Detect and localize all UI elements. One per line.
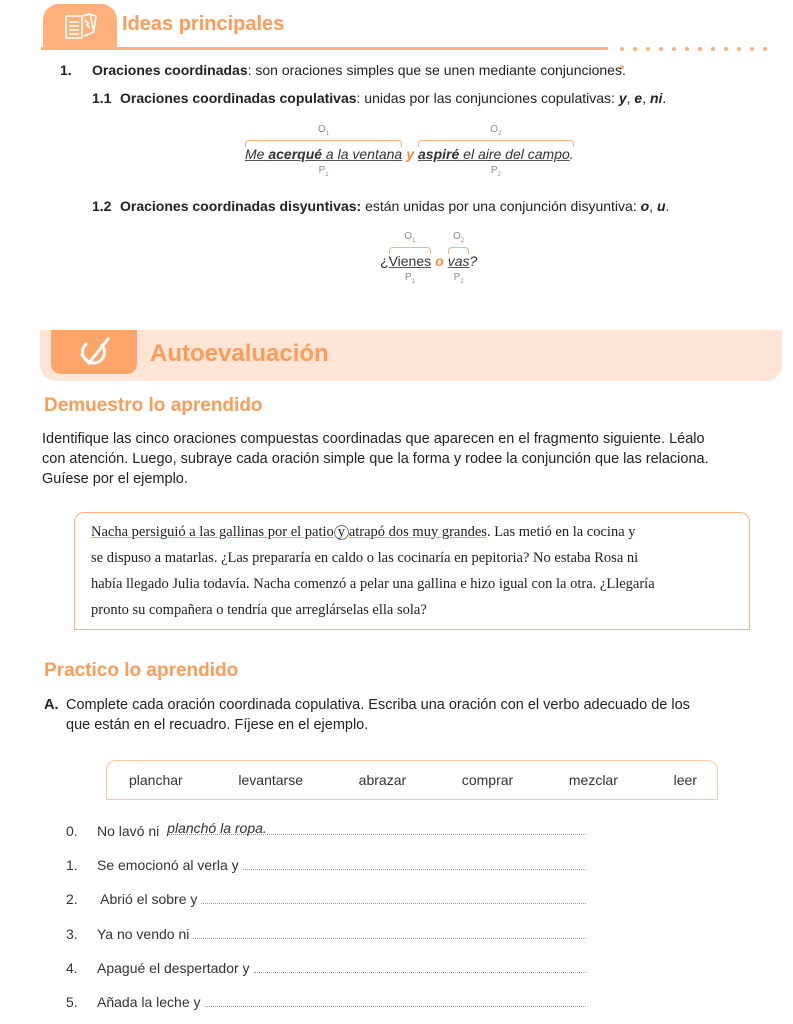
- label-p2: $P_2$: [453, 272, 464, 285]
- answer-line[interactable]: [193, 927, 586, 939]
- exercise-row-5: 5. Añada la leche y: [66, 994, 586, 1010]
- example-clause-2: atrapó dos muy grandes: [348, 524, 487, 540]
- check-circle-icon: [72, 335, 116, 371]
- ideas-divider: [41, 47, 608, 50]
- label-p2: $P_2$: [490, 165, 501, 178]
- clause-2-brace: [418, 140, 574, 147]
- clause-1-text: Vienes: [388, 253, 432, 269]
- fragment-line-2: se dispuso a matarlas. ¿Las prepararía en caldo o las cocinaría en pepitoria? No estaba Rosa ni: [91, 550, 639, 566]
- clause-1-brace: [245, 140, 402, 147]
- documents-icon: [60, 10, 104, 42]
- section-1-2-number: 1.2: [92, 198, 112, 214]
- label-p1: $P_1$: [318, 165, 329, 178]
- exercise-prompt: Ya no vendo ni: [97, 926, 190, 942]
- section-1-1: [92, 90, 666, 106]
- fragment-line-1: Nacha persiguió a las gallinas por el patio y atrapó dos muy grandes. Las metió en la cocina y: [91, 524, 636, 540]
- label-o1: $O_1$: [318, 124, 330, 137]
- exercise-prompt: Apagué el despertador y: [97, 960, 250, 976]
- exercise-row-2: 2. Abrió el sobre y: [66, 891, 586, 907]
- clause-1-verb: acerqué: [268, 146, 323, 162]
- clause-2-verb: aspiré: [418, 146, 460, 162]
- example-clause-1: Nacha persiguió a las gallinas por el patio: [91, 524, 334, 540]
- answer-line[interactable]: [243, 858, 586, 870]
- period: .: [662, 90, 667, 106]
- label-p1: $P_1$: [404, 272, 415, 285]
- fragment-line-3: había llegado Julia todavía. Nacha comenzó a pelar una gallina e hizo igual con la otra. ¿Llegaría: [91, 576, 655, 592]
- separator: ,: [626, 90, 635, 106]
- verb-option: mezclar: [568, 772, 618, 788]
- exercise-row-3: 3. Ya no vendo ni: [66, 926, 586, 942]
- circled-conjunction: y: [334, 525, 349, 540]
- verb-option: levantarse: [238, 772, 303, 788]
- exercise-prompt: Se emocionó al verla y: [97, 857, 239, 873]
- conjunction-o: o: [640, 198, 650, 214]
- exercise-prompt: No lavó ni: [97, 823, 164, 839]
- exercise-row-1: 1. Se emocionó al verla y: [66, 857, 586, 873]
- clause-2-text: vas: [447, 253, 470, 269]
- conjunction-y: y: [618, 90, 627, 106]
- conjunction-u: u: [656, 198, 666, 214]
- label-o2: $O_2$: [490, 124, 502, 137]
- section-1-2-term: Oraciones coordinadas disyuntivas:: [120, 198, 362, 214]
- verb-option: abrazar: [358, 772, 407, 788]
- section-1-1-term: Oraciones coordinadas copulativas: [120, 90, 357, 106]
- example-answer: planchó la ropa.: [167, 820, 267, 836]
- section-1-2: [92, 198, 669, 214]
- clause-1: [388, 231, 432, 285]
- label-o1: $O_1$: [404, 231, 416, 244]
- clause-1: [245, 124, 403, 178]
- verb-option: comprar: [461, 772, 514, 788]
- clause-1-subject: Me: [245, 146, 269, 162]
- autoevaluacion-title: Autoevaluación: [150, 340, 329, 367]
- practico-instruction-a: A. Complete cada oración coordinada copulativa. Escriba una oración con el verbo adecuado de los que están en el recuadro. Fíjese en el ejemplo.: [44, 697, 690, 733]
- conjunction: y: [406, 146, 415, 162]
- verb-option: leer: [673, 772, 697, 788]
- disjunctive-example: [380, 231, 478, 285]
- section-1-2-text: están unidas por una conjunción disyuntiva:: [361, 198, 641, 214]
- fragment-line-4: pronto su compañera o tendría que arreglárselas ella sola?: [91, 602, 427, 618]
- demuestro-title: Demuestro lo aprendido: [44, 395, 263, 416]
- clause-2: $O_2$ aspiré el aire del campo. $P_2$: [418, 124, 574, 178]
- copulative-example: [245, 124, 574, 178]
- conjunction-e: e: [634, 90, 643, 106]
- item-label-a: A.: [44, 697, 59, 713]
- answer-line[interactable]: [205, 995, 586, 1007]
- verb-box: [106, 760, 718, 800]
- conjunction: o: [435, 253, 444, 269]
- ideas-title: Ideas principales: [122, 13, 285, 35]
- separator: ,: [642, 90, 650, 106]
- closing-question-mark: ?: [469, 253, 478, 269]
- ideas-dotted-divider: [620, 47, 780, 51]
- label-o2: $O_2$: [453, 231, 465, 244]
- separator: ,: [649, 198, 657, 214]
- clause-1-brace: [389, 247, 432, 254]
- exercise-prompt: Añada la leche y: [97, 994, 201, 1010]
- section-1-1-text: : unidas por las conjunciones copulativas:: [356, 90, 619, 106]
- clause-2-rest: el aire del campo: [459, 146, 570, 162]
- demuestro-instructions: Identifique las cinco oraciones compuestas coordinadas que aparecen en el fragmento siguiente. Léalo con atención. Luego, subraye cada oración simple que la forma y rodee la conjunción que las relaciona. Guíese por el ejemplo.: [42, 431, 709, 487]
- exercise-row-4: 4. Apagué el despertador y: [66, 960, 586, 976]
- verb-option: planchar: [129, 772, 183, 788]
- clause-1-rest: a la ventana: [322, 146, 403, 162]
- practico-title: Practico lo aprendido: [44, 660, 239, 681]
- answer-line[interactable]: [254, 961, 586, 973]
- period: .: [665, 198, 670, 214]
- answer-line[interactable]: [201, 892, 586, 904]
- section-1-text: : son oraciones simples que se unen mediante conjunciones.: [247, 62, 626, 78]
- exercise-row-0: 0. No lavó ni planchó la ropa.: [66, 823, 586, 839]
- section-1-term: Oraciones coordinadas: [92, 62, 248, 78]
- answer-line[interactable]: [167, 820, 586, 836]
- exercise-prompt: Abrió el sobre y: [97, 891, 198, 907]
- opening-question-mark: ¿: [380, 253, 389, 269]
- section-1-number: 1.: [60, 62, 72, 78]
- clause-2: [447, 231, 470, 285]
- reading-fragment: [74, 512, 750, 630]
- clause-2-brace: [448, 247, 470, 254]
- conjunction-ni: ni: [649, 90, 663, 106]
- section-1-1-number: 1.1: [92, 90, 112, 106]
- section-1: [60, 62, 626, 78]
